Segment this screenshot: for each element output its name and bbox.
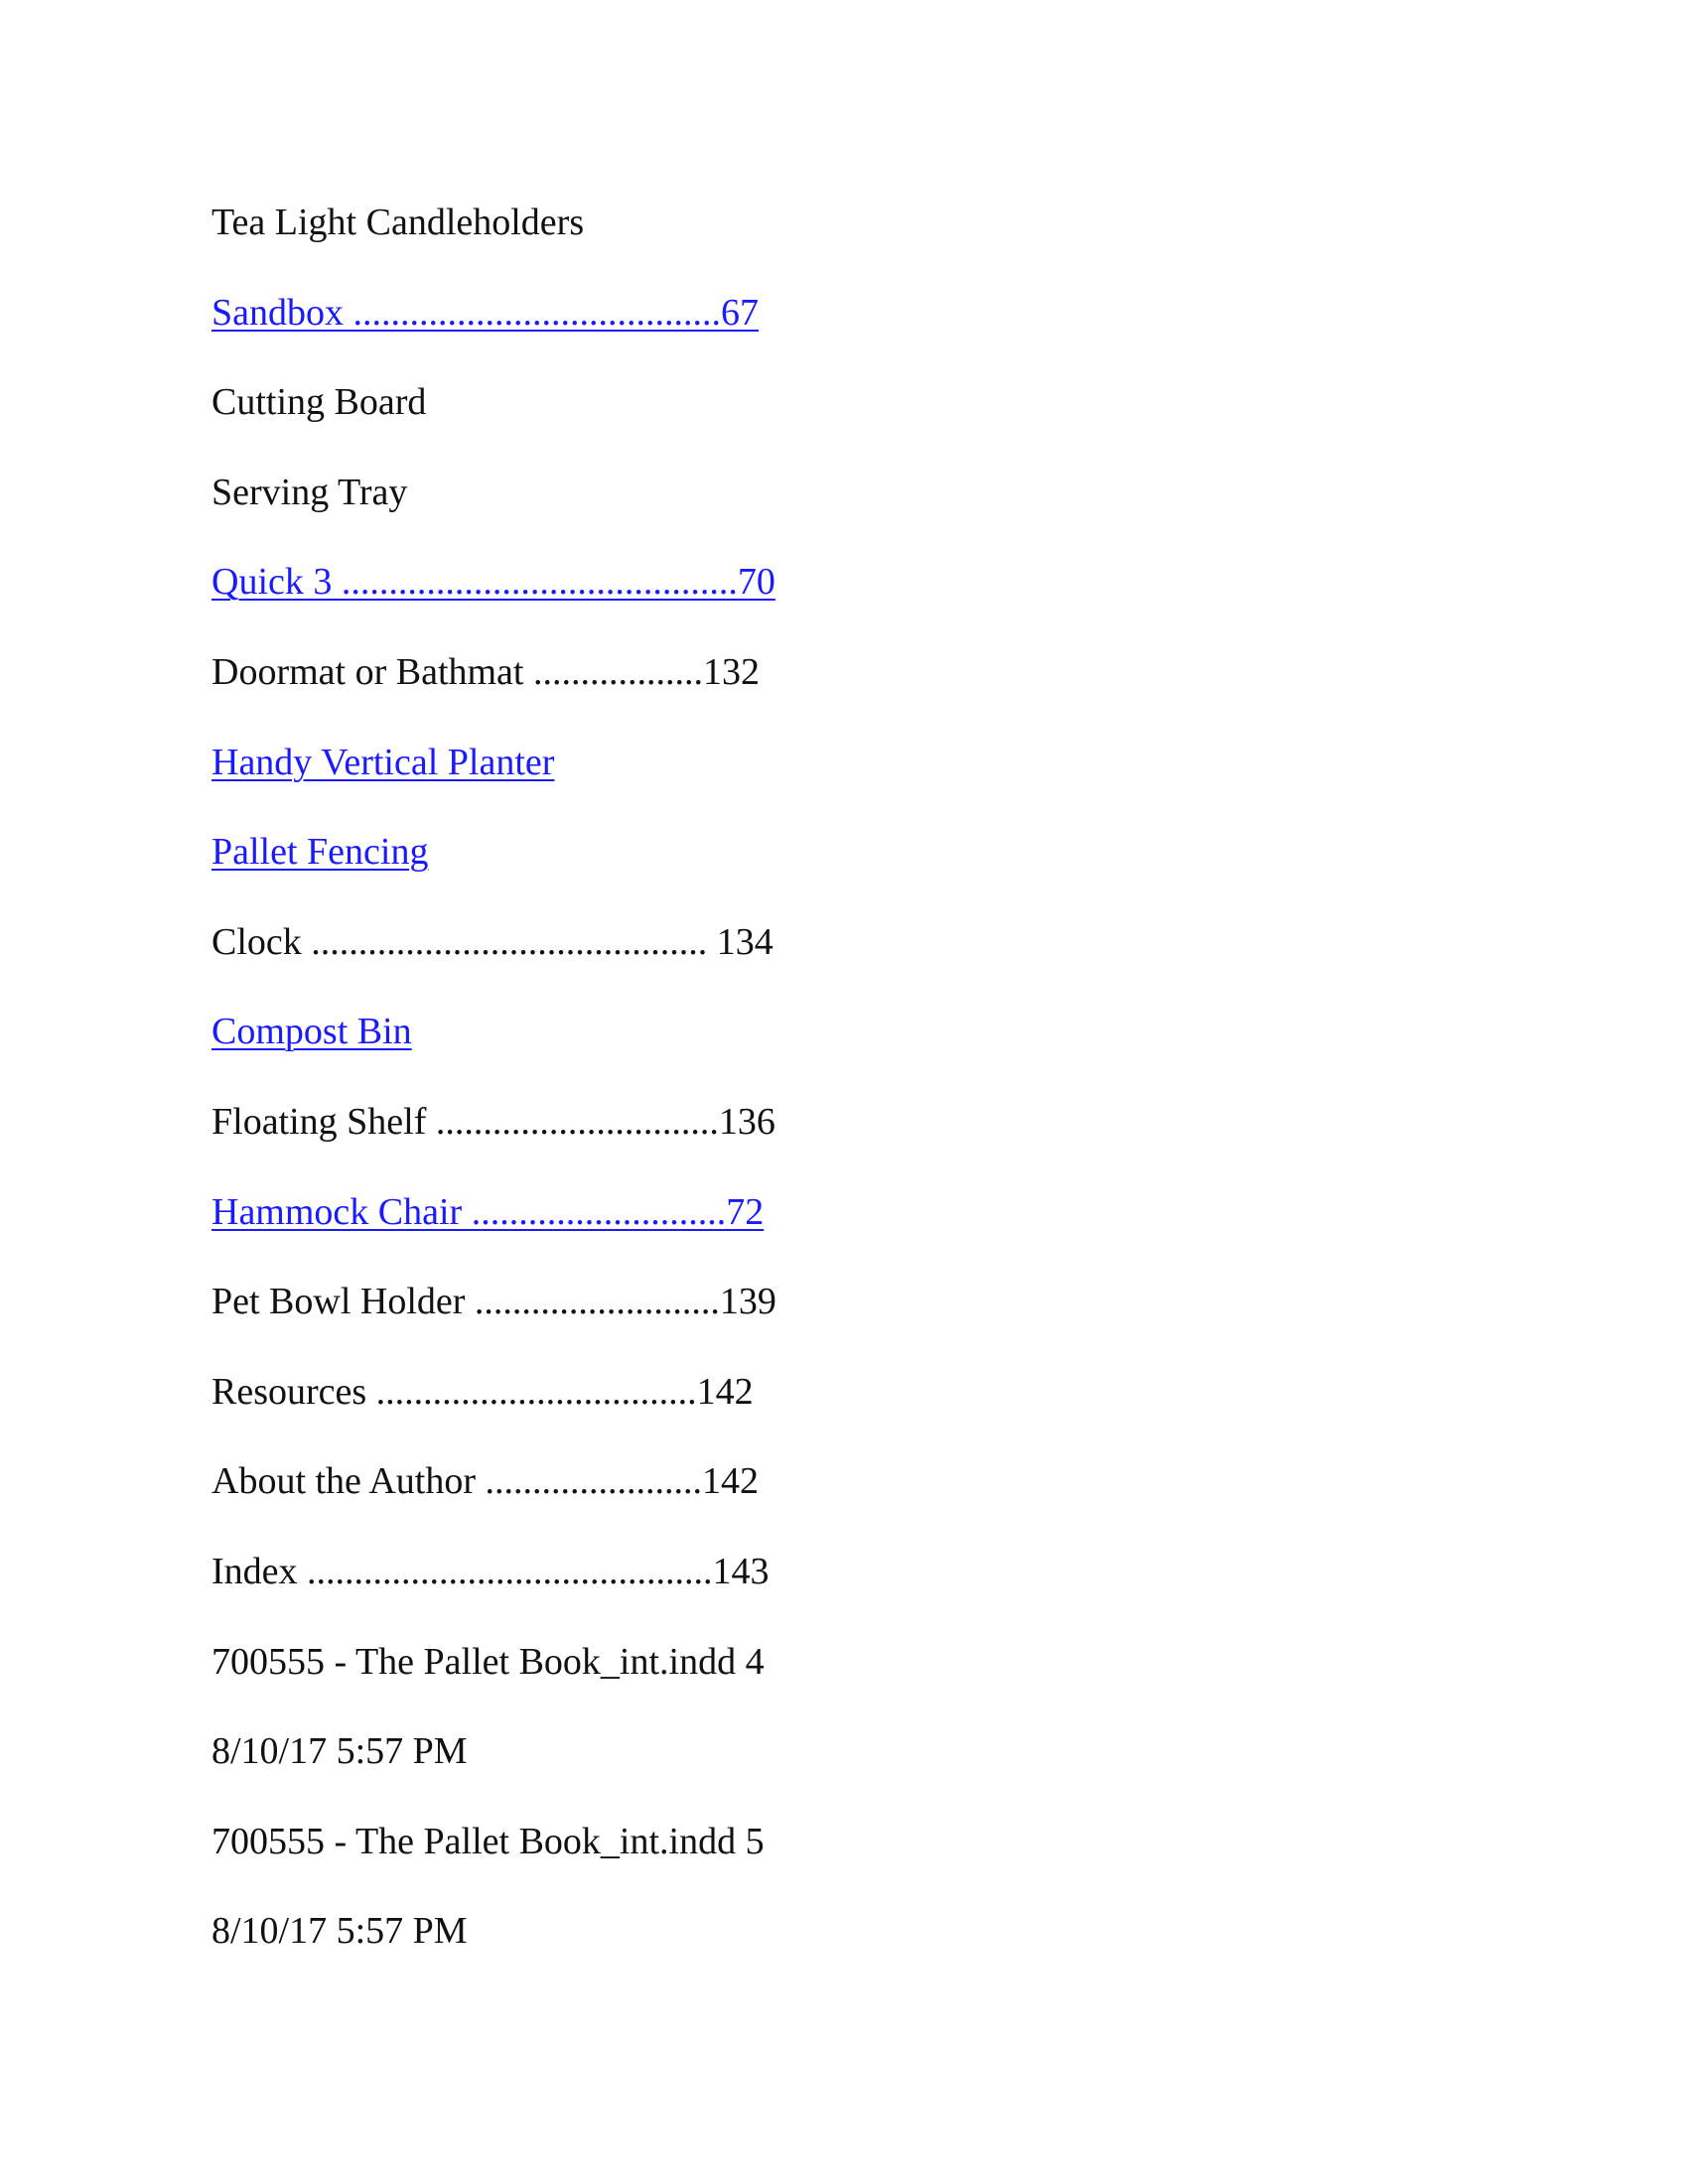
toc-entry-text: Serving Tray [211,471,408,513]
print-slug-text: 700555 - The Pallet Book_int.indd 5 [211,1820,765,1862]
toc-entry-serving-tray [211,467,1502,557]
print-slug-text: 700555 - The Pallet Book_int.indd 4 [211,1640,765,1683]
print-slug-text: 8/10/17 5:57 PM [211,1910,468,1953]
print-slug-date-1 [211,1725,1502,1816]
toc-entry-index [211,1546,1502,1636]
toc-entry-doormat-or-bathmat [211,646,1502,737]
toc-entry-text: Tea Light Candleholders [211,202,585,243]
toc-link-compost-bin[interactable]: Compost Bin [211,1011,412,1053]
print-slug-date-2 [211,1905,1502,1995]
toc-link-handy-vertical-planter[interactable]: Handy Vertical Planter [211,741,555,783]
toc-entry-compost-bin [211,1006,1502,1096]
toc-entry-text: About the Author .......................142 [211,1460,759,1503]
toc-entry-text: Doormat or Bathmat ..................132 [211,650,760,693]
toc-entry-tea-light-candleholders [211,197,1502,287]
toc-entry-text: Cutting Board [211,381,427,424]
toc-entry-clock [211,916,1502,1007]
toc-entry-text: Index ...........................................143 [211,1550,770,1592]
toc-entry-hammock-chair [211,1186,1502,1277]
toc-entry-about-the-author [211,1455,1502,1546]
toc-link-hammock-chair[interactable]: Hammock Chair ...........................72 [211,1190,765,1233]
toc-entry-pet-bowl-holder [211,1276,1502,1366]
toc-entry-text: Pet Bowl Holder ..........................139 [211,1281,776,1323]
print-slug-file-5 [211,1816,1502,1906]
toc-entry-sandbox [211,287,1502,377]
print-slug-file-4 [211,1636,1502,1726]
print-slug-text: 8/10/17 5:57 PM [211,1730,468,1773]
toc-entry-resources [211,1366,1502,1456]
toc-entry-handy-vertical-planter [211,737,1502,827]
toc-link-quick-3[interactable]: Quick 3 ..........................................70 [211,561,775,604]
toc-entry-quick-3 [211,556,1502,646]
toc-entry-pallet-fencing [211,826,1502,916]
toc-link-sandbox[interactable]: Sandbox .......................................67 [211,291,759,334]
toc-page [211,197,1502,1995]
toc-entry-floating-shelf [211,1096,1502,1186]
toc-entry-cutting-board [211,376,1502,467]
toc-entry-text: Resources ..................................142 [211,1370,754,1413]
toc-link-pallet-fencing[interactable]: Pallet Fencing [211,831,429,874]
toc-entry-text: Clock .......................................... 134 [211,920,774,963]
toc-entry-text: Floating Shelf ..............................136 [211,1100,775,1143]
